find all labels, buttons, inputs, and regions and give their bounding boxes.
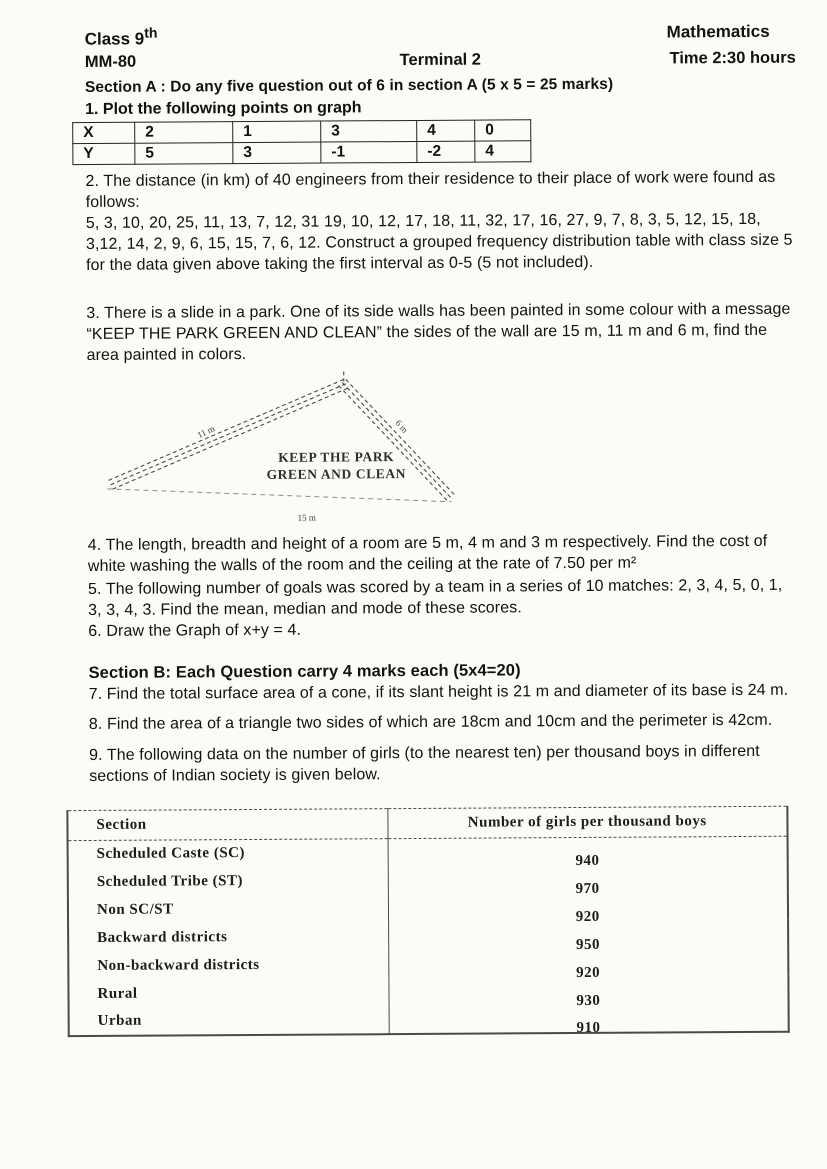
figure-message-line2: GREEN AND CLEAN (266, 465, 407, 482)
value-cell: 920 (575, 908, 600, 925)
slide-figure (99, 370, 480, 524)
section-cell: Backward districts (68, 922, 388, 952)
section-b-heading: Section B: Each Question carry 4 marks each (5x4=20) (88, 661, 521, 682)
figure-label-right-side: 6 m (393, 417, 411, 435)
section-cell: Rural (68, 978, 388, 1008)
question-4: 4. The length, breadth and height of a room are 5 m, 4 m and 3 m respectively. Find the cost of white washing the walls of the room and the ceiling at the rate of 7.50 per m² (87, 532, 768, 575)
time-allowed: Time 2:30 hours (669, 48, 796, 68)
section-a-heading: Section A : Do any five question out of 6 in section A (5 x 5 = 25 marks) (84, 75, 614, 96)
points-x-label: X (73, 122, 135, 143)
girls-table-row (68, 948, 788, 980)
slide-figure-drawing (99, 370, 480, 524)
points-y-value: 4 (475, 140, 531, 161)
section-cell: Non SC/ST (68, 894, 388, 924)
exam-name: Terminal 2 (399, 50, 482, 69)
subject-title: Mathematics (666, 21, 770, 42)
girls-table (66, 805, 789, 1037)
section-cell: Non-backward districts (68, 950, 388, 980)
points-table (72, 119, 531, 165)
value-cell: 910 (576, 1020, 601, 1037)
girls-table-row (68, 836, 788, 868)
question-2-data: 5, 3, 10, 20, 25, 11, 13, 7, 12, 31 19, 10, 12, 17, 18, 11, 32, 17, 16, 27, 9, 7, 8, 3, 5, 12, 15, 18, 3,12, 14, 2, 9, 6, 15, 15, 7, 6, 12. Construct a grouped frequency distribution table with class size 5 for the data given above taking the first interval as 0-5 (5 not included). (85, 210, 793, 274)
girls-table-row (68, 864, 788, 896)
girls-table-row (68, 976, 788, 1008)
class-title: Class 9th (84, 25, 158, 49)
value-cell: 950 (575, 936, 601, 953)
header-row-2 (85, 48, 796, 71)
question-3: 3. There is a slide in a park. One of its side walls has been painted in some colour with a message “KEEP THE PARK GREEN AND CLEAN” the sides of the wall are 15 m, 11 m and 6 m, find the area painted in colors. (86, 300, 791, 364)
points-y-value: -2 (417, 141, 475, 162)
points-x-value: 4 (417, 120, 475, 141)
question-2 (85, 166, 797, 275)
figure-label-left-side: 11 m (195, 423, 217, 440)
girls-table-row (69, 1004, 789, 1036)
figure-message-line1: KEEP THE PARK (278, 448, 395, 465)
value-cell: 970 (575, 880, 600, 897)
girls-table-header-row (67, 806, 787, 840)
section-cell: Scheduled Tribe (ST) (68, 866, 388, 896)
points-y-value: 5 (135, 142, 233, 164)
girls-table-header-section: Section (67, 808, 387, 840)
question-2-intro: 2. The distance (in km) of 40 engineers from their residence to their place of work were found as follows: (85, 168, 776, 211)
points-x-value: 0 (475, 119, 531, 140)
points-table-row-x (73, 119, 531, 143)
value-cell: 940 (575, 852, 600, 869)
question-7: 7. Find the total surface area of a cone, if its slant height is 21 m and diameter of its base is 24 m. (88, 681, 789, 703)
value-cell: 920 (576, 964, 601, 981)
header-row-1 (85, 22, 796, 50)
question-9: 9. The following data on the number of girls (to the nearest ten) per thousand boys in different sections of Indian society is given below. (88, 742, 760, 785)
girls-table-row (68, 920, 788, 952)
max-marks: MM-80 (84, 52, 137, 71)
girls-table-header-number: Number of girls per thousand boys (387, 806, 787, 838)
question-6: 6. Draw the Graph of x+y = 4. (88, 621, 302, 640)
question-5: 5. The following number of goals was scored by a team in a series of 10 matches: 2, 3, 4, 5, 0, 1, 3, 3, 4, 3. Find the mean, median and mode of these scores. (87, 576, 783, 619)
section-cell: Scheduled Caste (SC) (68, 838, 388, 868)
points-x-value: 2 (135, 121, 233, 143)
points-y-value: -1 (321, 141, 417, 163)
question-8: 8. Find the area of a triangle two sides of which are 18cm and 10cm and the perimeter is 42cm. (88, 711, 773, 733)
value-cell: 930 (576, 992, 601, 1009)
points-y-value: 3 (233, 142, 321, 164)
girls-table-row (68, 892, 788, 924)
points-x-value: 3 (321, 120, 417, 142)
question-1: 1. Plot the following points on graph (85, 98, 362, 118)
points-x-value: 1 (233, 121, 321, 143)
points-table-row-y (73, 140, 531, 164)
section-cell: Urban (69, 1006, 389, 1036)
figure-label-base: 15 m (297, 512, 316, 523)
class-superscript: th (144, 25, 158, 42)
points-y-label: Y (73, 143, 135, 164)
